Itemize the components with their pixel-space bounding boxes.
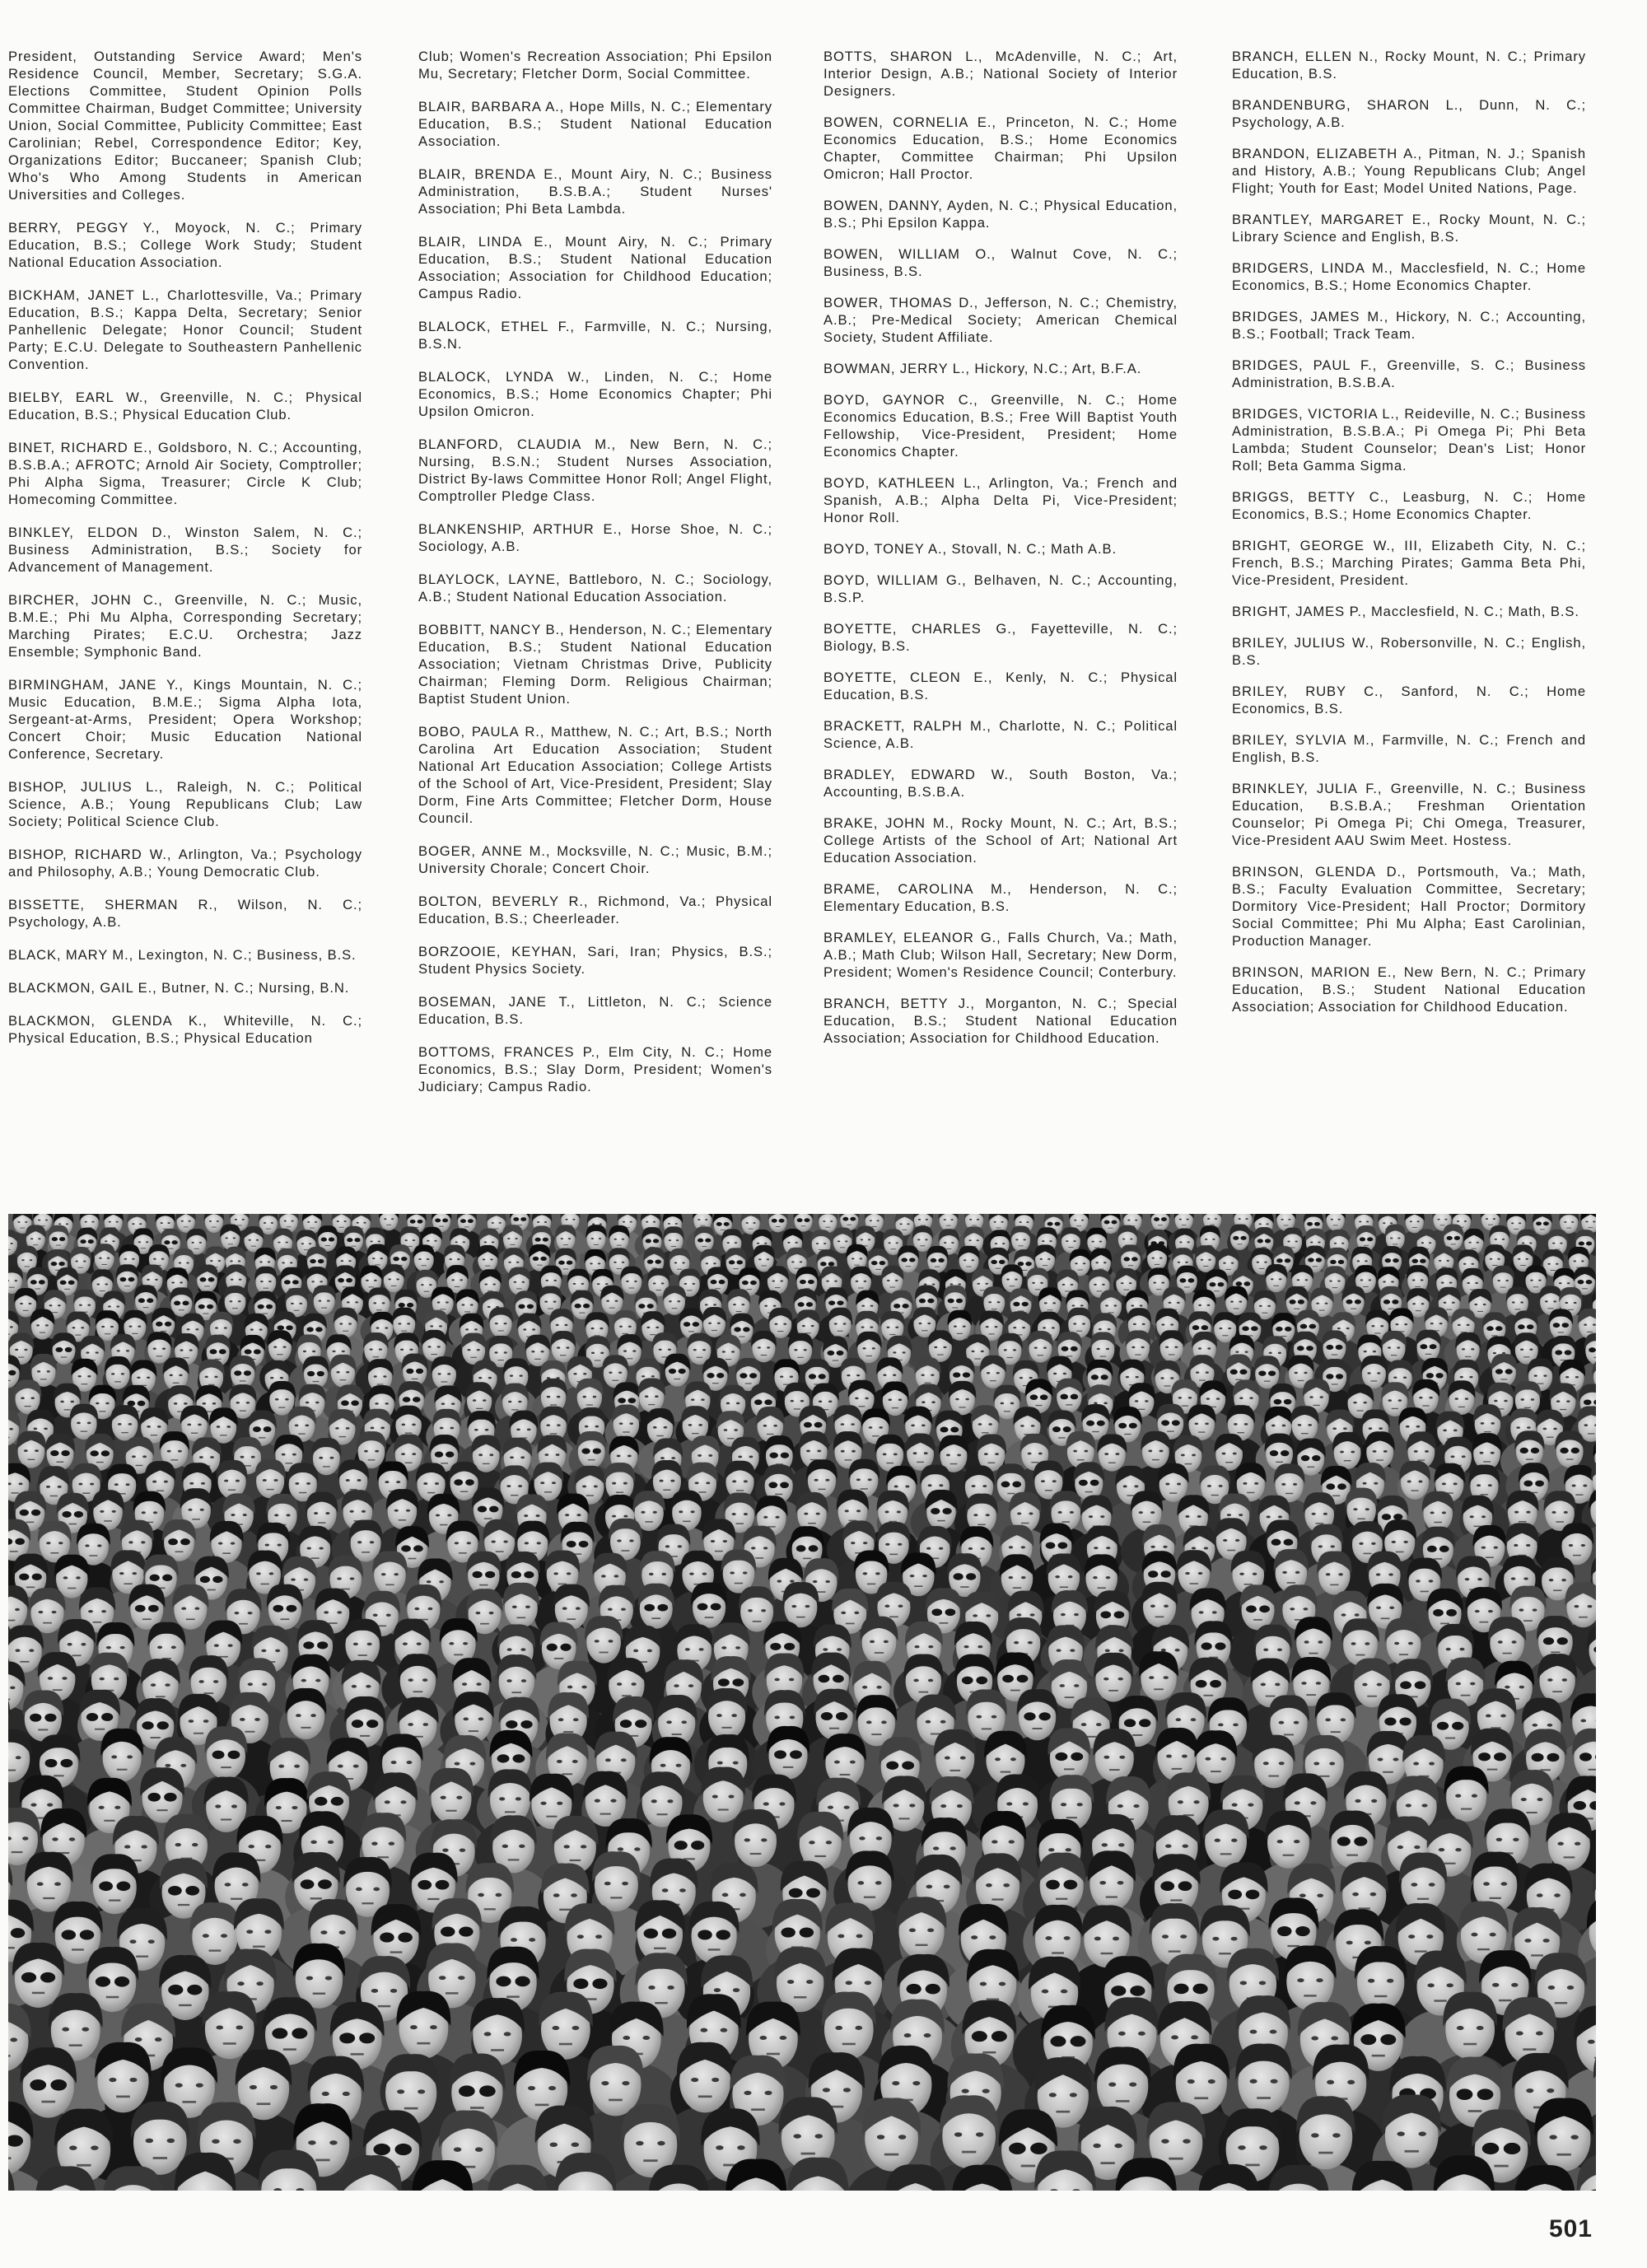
student-entry: BLAIR, BRENDA E., Mount Airy, N. C.; Business Administration, B.S.B.A.; Student Nurses' Association; Phi Beta Lambda. <box>418 166 772 217</box>
student-entry: BIRMINGHAM, JANE Y., Kings Mountain, N. C.; Music Education, B.M.E.; Sigma Alpha Iota, Sergeant-at-Arms, President; Opera Workshop; Concert Choir; Music Education National Conference, Secretary. <box>8 677 362 762</box>
student-entry: BOYD, WILLIAM G., Belhaven, N. C.; Accounting, B.S.P. <box>824 572 1178 605</box>
student-entry: BRANDENBURG, SHARON L., Dunn, N. C.; Psychology, A.B. <box>1232 97 1586 130</box>
student-entry: BRIDGES, JAMES M., Hickory, N. C.; Accounting, B.S.; Football; Track Team. <box>1232 309 1586 342</box>
student-entry: BRIDGERS, LINDA M., Macclesfield, N. C.; Home Economics, B.S.; Home Economics Chapter. <box>1232 260 1586 293</box>
student-entry: BOBO, PAULA R., Matthew, N. C.; Art, B.S.; North Carolina Art Education Association; Student National Art Education Association; College Artists of the School of Art, Vice-President, President; Slay Dorm, Fine Arts Committee; Fletcher Dorm, House Council. <box>418 724 772 826</box>
student-entry: BOWEN, WILLIAM O., Walnut Cove, N. C.; Business, B.S. <box>824 246 1178 279</box>
student-entry: BRAKE, JOHN M., Rocky Mount, N. C.; Art, B.S.; College Artists of the School of Art; National Art Education Association. <box>824 815 1178 866</box>
student-entry: BLALOCK, LYNDA W., Linden, N. C.; Home Economics, B.S.; Home Economics Chapter; Phi Upsilon Omicron. <box>418 369 772 419</box>
student-entry: BLACKMON, GLENDA K., Whiteville, N. C.; Physical Education, B.S.; Physical Education <box>8 1013 362 1046</box>
student-entry: BISHOP, RICHARD W., Arlington, Va.; Psychology and Philosophy, A.B.; Young Democratic Club. <box>8 847 362 880</box>
student-entry: BLANKENSHIP, ARTHUR E., Horse Shoe, N. C.; Sociology, A.B. <box>418 521 772 554</box>
student-entry: BOYETTE, CHARLES G., Fayetteville, N. C.; Biology, B.S. <box>824 621 1178 654</box>
column-3 <box>824 48 1178 1061</box>
student-entry: BISHOP, JULIUS L., Raleigh, N. C.; Political Science, A.B.; Young Republicans Club; Law Society; Political Science Club. <box>8 779 362 829</box>
student-entry: BOWEN, DANNY, Ayden, N. C.; Physical Education, B.S.; Phi Epsilon Kappa. <box>824 198 1178 231</box>
student-entry: BRILEY, RUBY C., Sanford, N. C.; Home Economics, B.S. <box>1232 684 1586 716</box>
student-entry: BINKLEY, ELDON D., Winston Salem, N. C.; Business Administration, B.S.; Society for Advancement of Management. <box>8 525 362 575</box>
student-entry: BRIGHT, GEORGE W., III, Elizabeth City, N. C.; French, B.S.; Marching Pirates; Gamma Beta Phi, Vice-President, President. <box>1232 538 1586 588</box>
student-entry: Club; Women's Recreation Association; Phi Epsilon Mu, Secretary; Fletcher Dorm, Social Committee. <box>418 49 772 82</box>
student-entry: BLANFORD, CLAUDIA M., New Bern, N. C.; Nursing, B.S.N.; Student Nurses Association, District By-laws Committee Honor Roll; Angel Flight, Comptroller Pledge Class. <box>418 436 772 504</box>
student-entry: BOTTS, SHARON L., McAdenville, N. C.; Art, Interior Design, A.B.; National Society of Interior Designers. <box>824 49 1178 99</box>
student-entry: BRIDGES, PAUL F., Greenville, S. C.; Business Administration, B.S.B.A. <box>1232 357 1586 390</box>
student-entry: BOTTOMS, FRANCES P., Elm City, N. C.; Home Economics, B.S.; Slay Dorm, President; Women's Judiciary; Campus Radio. <box>418 1044 772 1094</box>
student-entry: BLACK, MARY M., Lexington, N. C.; Business, B.S. <box>8 947 357 963</box>
student-entry: BOLTON, BEVERLY R., Richmond, Va.; Physical Education, B.S.; Cheerleader. <box>418 894 772 926</box>
student-entry: BRACKETT, RALPH M., Charlotte, N. C.; Political Science, A.B. <box>824 718 1178 751</box>
column-2 <box>418 48 772 1111</box>
student-entry: BORZOOIE, KEYHAN, Sari, Iran; Physics, B.S.; Student Physics Society. <box>418 944 772 977</box>
student-entry: BOWER, THOMAS D., Jefferson, N. C.; Chemistry, A.B.; Pre-Medical Society; American Chemical Society, Student Affiliate. <box>824 295 1178 345</box>
student-entry: BRANTLEY, MARGARET E., Rocky Mount, N. C.; Library Science and English, B.S. <box>1232 212 1586 245</box>
student-entry: BLAIR, BARBARA A., Hope Mills, N. C.; Elementary Education, B.S.; Student National Education Association. <box>418 99 772 149</box>
student-entry: BRAME, CAROLINA M., Henderson, N. C.; Elementary Education, B.S. <box>824 881 1178 914</box>
student-entry: BOWEN, CORNELIA E., Princeton, N. C.; Home Economics Education, B.S.; Home Economics Chapter, Committee Chairman; Phi Upsilon Omicron; Hall Proctor. <box>824 114 1178 182</box>
student-entry: BOGER, ANNE M., Mocksville, N. C.; Music, B.M.; University Chorale; Concert Choir. <box>418 843 772 876</box>
student-entry: BLACKMON, GAIL E., Butner, N. C.; Nursing, B.N. <box>8 980 350 996</box>
student-entry: BLAIR, LINDA E., Mount Airy, N. C.; Primary Education, B.S.; Student National Education Association; Association for Childhood Education; Campus Radio. <box>418 234 772 301</box>
student-entry: BERRY, PEGGY Y., Moyock, N. C.; Primary Education, B.S.; College Work Study; Student National Education Association. <box>8 220 362 270</box>
student-entry: BRAMLEY, ELEANOR G., Falls Church, Va.; Math, A.B.; Math Club; Wilson Hall, Secretary; New Dorm, President; Women's Residence Council; Conterbury. <box>824 930 1178 980</box>
student-entry: BRANCH, BETTY J., Morganton, N. C.; Special Education, B.S.; Student National Education Association; Association for Childhood Education. <box>824 996 1178 1046</box>
student-entry: BRILEY, SYLVIA M., Farmville, N. C.; French and English, B.S. <box>1232 732 1586 765</box>
crowd-photo-illustration <box>8 1214 1596 2191</box>
student-entry: BOBBITT, NANCY B., Henderson, N. C.; Elementary Education, B.S.; Student National Education Association; Vietnam Christmas Drive, Publicity Chairman; Fleming Dorm. Religious Chairman; Baptist Student Union. <box>418 622 772 707</box>
directory-columns <box>8 48 1598 1184</box>
student-entry: BISSETTE, SHERMAN R., Wilson, N. C.; Psychology, A.B. <box>8 897 362 930</box>
column-4 <box>1232 48 1586 1029</box>
crowd-photo <box>8 1214 1596 2191</box>
student-entry: BRIGHT, JAMES P., Macclesfield, N. C.; Math, B.S. <box>1232 604 1579 619</box>
student-entry: BRANDON, ELIZABETH A., Pitman, N. J.; Spanish and History, A.B.; Young Republicans Club; Angel Flight; Youth for East; Model United Nations, Page. <box>1232 146 1586 196</box>
student-entry: BRANCH, ELLEN N., Rocky Mount, N. C.; Primary Education, B.S. <box>1232 49 1586 82</box>
column-1 <box>8 48 362 1062</box>
student-entry: BOYD, TONEY A., Stovall, N. C.; Math A.B. <box>824 541 1117 557</box>
student-entry: President, Outstanding Service Award; Men's Residence Council, Member, Secretary; S.G.A. Elections Committee, Student Opinion Polls Committee Chairman, Budget Committee; University Union, Social Committee, Publicity Committee; East Carolinian; Rebel, Correspondence Editor; Key, Organizations Editor; Buccaneer; Spanish Club; Who's Who Among Students in American Universities and Colleges. <box>8 49 362 203</box>
student-entry: BRILEY, JULIUS W., Robersonville, N. C.; English, B.S. <box>1232 635 1586 668</box>
student-entry: BINET, RICHARD E., Goldsboro, N. C.; Accounting, B.S.B.A.; AFROTC; Arnold Air Society, Comptroller; Phi Alpha Sigma, Treasurer; Circle K Club; Homecoming Committee. <box>8 440 362 507</box>
student-entry: BRINKLEY, JULIA F., Greenville, N. C.; Business Education, B.S.B.A.; Freshman Orientation Counselor; Pi Omega Pi; Chi Omega, Treasurer, Vice-President AAU Swim Meet. Hostess. <box>1232 781 1586 848</box>
student-entry: BOSEMAN, JANE T., Littleton, N. C.; Science Education, B.S. <box>418 994 772 1027</box>
student-entry: BOYD, KATHLEEN L., Arlington, Va.; French and Spanish, A.B.; Alpha Delta Pi, Vice-President; Honor Roll. <box>824 475 1178 525</box>
student-entry: BIRCHER, JOHN C., Greenville, N. C.; Music, B.M.E.; Phi Mu Alpha, Corresponding Secretary; Marching Pirates; E.C.U. Orchestra; Jazz Ensemble; Symphonic Band. <box>8 592 362 660</box>
student-entry: BRINSON, MARION E., New Bern, N. C.; Primary Education, B.S.; Student National Education Association; Association for Childhood Education. <box>1232 964 1586 1015</box>
student-entry: BRIGGS, BETTY C., Leasburg, N. C.; Home Economics, B.S.; Home Economics Chapter. <box>1232 489 1586 522</box>
student-entry: BOYD, GAYNOR C., Greenville, N. C.; Home Economics Education, B.S.; Free Will Baptist Youth Fellowship, Vice-President, President; Home Economics Chapter. <box>824 392 1178 460</box>
student-entry: BLAYLOCK, LAYNE, Battleboro, N. C.; Sociology, A.B.; Student National Education Association. <box>418 572 772 604</box>
student-entry: BLALOCK, ETHEL F., Farmville, N. C.; Nursing, B.S.N. <box>418 319 772 352</box>
student-entry: BICKHAM, JANET L., Charlottesville, Va.; Primary Education, B.S.; Kappa Delta, Secretary; Senior Panhellenic Delegate; Honor Council; Student Party; E.C.U. Delegate to Southeastern Panhellenic Convention. <box>8 287 362 372</box>
student-entry: BRADLEY, EDWARD W., South Boston, Va.; Accounting, B.S.B.A. <box>824 767 1178 800</box>
page-number: 501 <box>1548 2215 1593 2242</box>
student-entry: BOYETTE, CLEON E., Kenly, N. C.; Physical Education, B.S. <box>824 670 1178 702</box>
student-entry: BRIDGES, VICTORIA L., Reideville, N. C.; Business Administration, B.S.B.A.; Pi Omega Pi; Phi Beta Lambda; Student Counselor; Dean's List; Honor Roll; Beta Gamma Sigma. <box>1232 406 1586 474</box>
student-entry: BIELBY, EARL W., Greenville, N. C.; Physical Education, B.S.; Physical Education Club. <box>8 390 362 422</box>
student-entry: BOWMAN, JERRY L., Hickory, N.C.; Art, B.F.A. <box>824 361 1142 376</box>
student-entry: BRINSON, GLENDA D., Portsmouth, Va.; Math, B.S.; Faculty Evaluation Committee, Secretary; Dormitory Vice-President; Hall Proctor; Dormitory Social Committee; Phi Mu Alpha; East Carolinian, Production Manager. <box>1232 864 1586 949</box>
